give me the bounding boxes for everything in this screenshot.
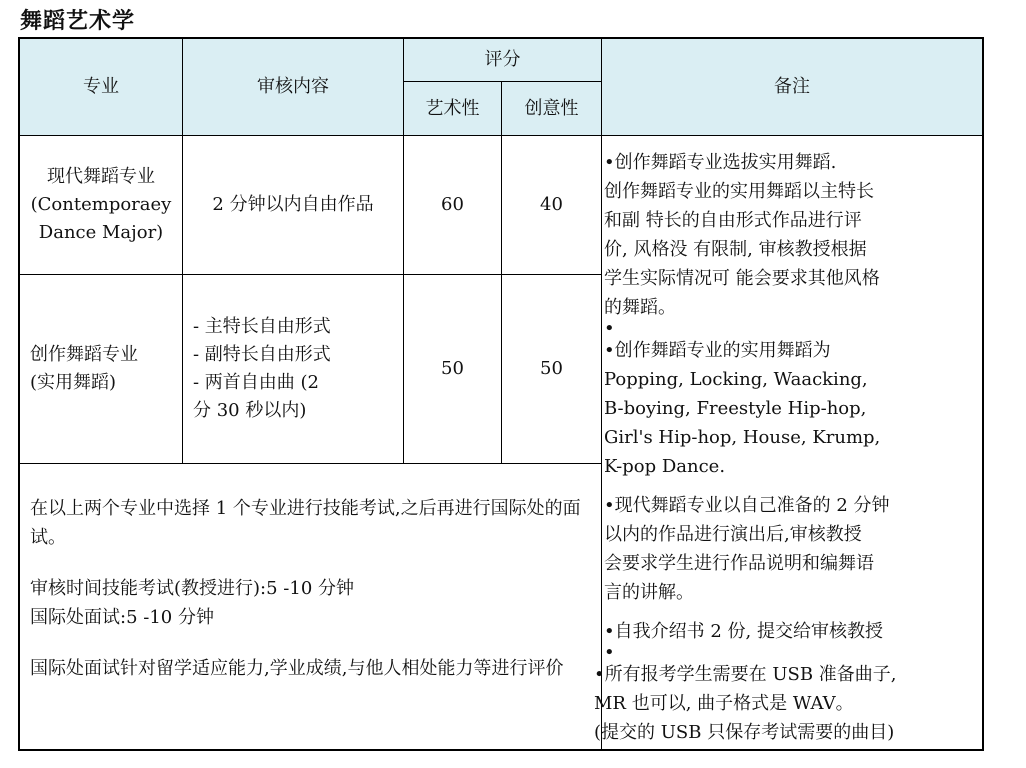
exam-info-time-skill: 审核时间技能考试(教授进行):5 -10 分钟 <box>30 578 354 599</box>
header-score: 评分 <box>484 49 521 70</box>
remark-item: •现代舞蹈专业以自己准备的 2 分钟 以内的作品进行演出后,审核教授 会要求学生进行作品说明和编舞语 言的讲解。 <box>604 495 890 603</box>
row2-content: - 主特长自由形式 - 副特长自由形式 - 两首自由曲 (2 分 30 秒以内) <box>193 316 331 421</box>
remark-empty-bullet: • <box>604 642 615 663</box>
row2-major: 创作舞蹈专业 (实用舞蹈) <box>30 344 138 393</box>
remark-item: •创作舞蹈专业的实用舞蹈为 Popping, Locking, Waacking, B-boying, Freestyle Hip-hop, Girl's Hip-hop, House, Krump, K-pop Dance. <box>604 340 881 477</box>
header-artistry: 艺术性 <box>425 97 480 119</box>
row1-major: 现代舞蹈专业 (Contemporaey Dance Major) <box>30 166 172 243</box>
remark-empty-bullet: • <box>604 318 615 339</box>
exam-info-para1: 在以上两个专业中选择 1 个专业进行技能考试,之后再进行国际处的面试。 <box>30 498 581 548</box>
remark-item: •所有报考学生需要在 USB 准备曲子, MR 也可以, 曲子格式是 WAV。 (提交的 USB 只保存考试需要的曲目) <box>594 664 897 743</box>
divider <box>20 463 601 464</box>
header-major: 专业 <box>83 76 119 97</box>
row1-artistry-score: 60 <box>441 194 464 215</box>
row2-artistry-score: 50 <box>441 358 464 379</box>
remarks-list <box>594 148 976 747</box>
header-review-content: 审核内容 <box>257 76 329 97</box>
remark-item: •创作舞蹈专业选拔实用舞蹈. 创作舞蹈专业的实用舞蹈以主特长 和副 特长的自由形式作品进行评 价, 风格没 有限制, 审核教授根据 学生实际情况可 能会要求其他风格 的舞蹈。 <box>604 152 880 318</box>
divider <box>601 39 602 751</box>
remark-item: •自我介绍书 2 份, 提交给审核教授 <box>604 621 883 642</box>
exam-info-time-interview: 国际处面试:5 -10 分钟 <box>30 607 214 628</box>
page-title: 舞蹈艺术学 <box>20 9 136 34</box>
header-remarks: 备注 <box>774 76 810 97</box>
exam-info-para3: 国际处面试针对留学适应能力,学业成绩,与他人相处能力等进行评价 <box>30 658 564 679</box>
exam-info-block <box>30 494 595 683</box>
row2-creativity-score: 50 <box>540 358 563 379</box>
header-creativity: 创意性 <box>524 97 579 119</box>
row1-creativity-score: 40 <box>540 194 563 215</box>
row1-content: 2 分钟以内自由作品 <box>212 194 374 215</box>
